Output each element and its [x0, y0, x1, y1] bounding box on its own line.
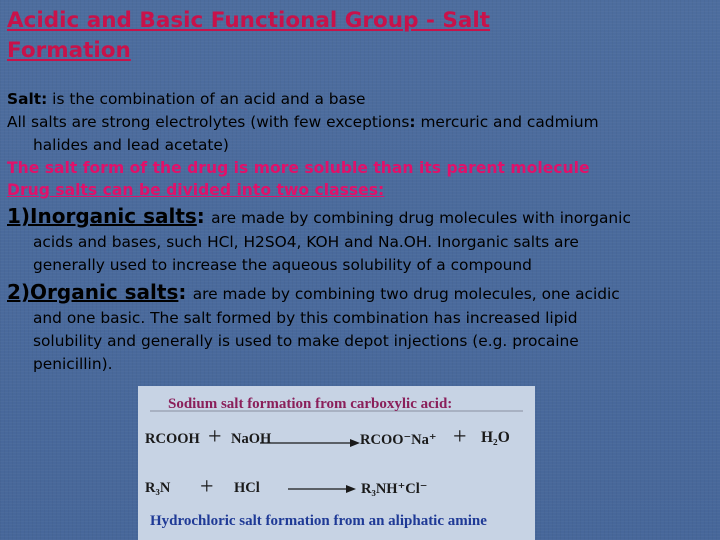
inorganic-colon: :: [196, 204, 205, 228]
inorganic-heading: [7, 203, 713, 231]
reactant-naoh: NaOH: [231, 431, 272, 447]
inorganic-label: 1)Inorganic salts: [7, 204, 197, 228]
reaction-arrowhead-2: [346, 485, 356, 493]
scheme-caption: Hydrochloric salt formation from an aliphatic amine: [150, 513, 487, 529]
organic-label: 2)Organic salts: [7, 280, 179, 304]
inorganic-text-3: generally used to increase the aqueous solubility of a compound: [33, 256, 532, 274]
reaction-arrowhead-1: [350, 439, 360, 447]
salt-label: Salt:: [7, 90, 48, 108]
slide-body: [7, 88, 713, 376]
salt-definition-text: is the combination of an acid and a base: [52, 90, 366, 108]
electrolytes-text-1b: mercuric and cadmium: [420, 113, 599, 131]
reactant-hcl: HCl: [234, 480, 260, 496]
reaction-scheme-image: [138, 386, 535, 540]
inorganic-text-2: acids and bases, such HCl, H2SO4, KOH and Na.OH. Inorganic salts are: [33, 233, 579, 251]
plus-sign: +: [453, 424, 467, 450]
plus-sign: +: [208, 424, 222, 450]
inorganic-text-1: are made by combining drug molecules with inorganic: [211, 209, 631, 227]
electrolytes-colon: :: [409, 113, 416, 131]
electrolytes-line-1: [7, 111, 713, 134]
solubility-statement: The salt form of the drug is more soluble than its parent molecule: [7, 159, 590, 177]
organic-text-4: penicillin).: [33, 355, 113, 373]
product-amine-hcl: R₃NH⁺Cl⁻: [361, 481, 428, 497]
classes-heading: Drug salts can be divided into two classes:: [7, 181, 385, 199]
organic-text-1: are made by combining two drug molecules, one acidic: [192, 285, 620, 303]
organic-heading: [7, 279, 713, 307]
plus-sign: +: [200, 474, 214, 500]
electrolytes-line-2: halides and lead acetate): [33, 136, 229, 154]
salt-definition: [7, 88, 713, 111]
organic-text-3: solubility and generally is used to make depot injections (e.g. procaine: [33, 332, 579, 350]
product-water: H₂O: [481, 429, 510, 446]
electrolytes-text-1a: All salts are strong electrolytes (with few exceptions: [7, 113, 410, 131]
scheme-title: Sodium salt formation from carboxylic acid:: [168, 396, 453, 412]
organic-colon: :: [178, 280, 187, 304]
reactant-rcooh: RCOOH: [145, 431, 200, 447]
product-rcoona: RCOO⁻Na⁺: [360, 432, 437, 448]
organic-text-2: and one basic. The salt formed by this combination has increased lipid: [33, 309, 578, 327]
reactant-amine: R₃N: [145, 480, 171, 496]
page-title: Acidic and Basic Functional Group - Salt Formation: [7, 8, 491, 63]
